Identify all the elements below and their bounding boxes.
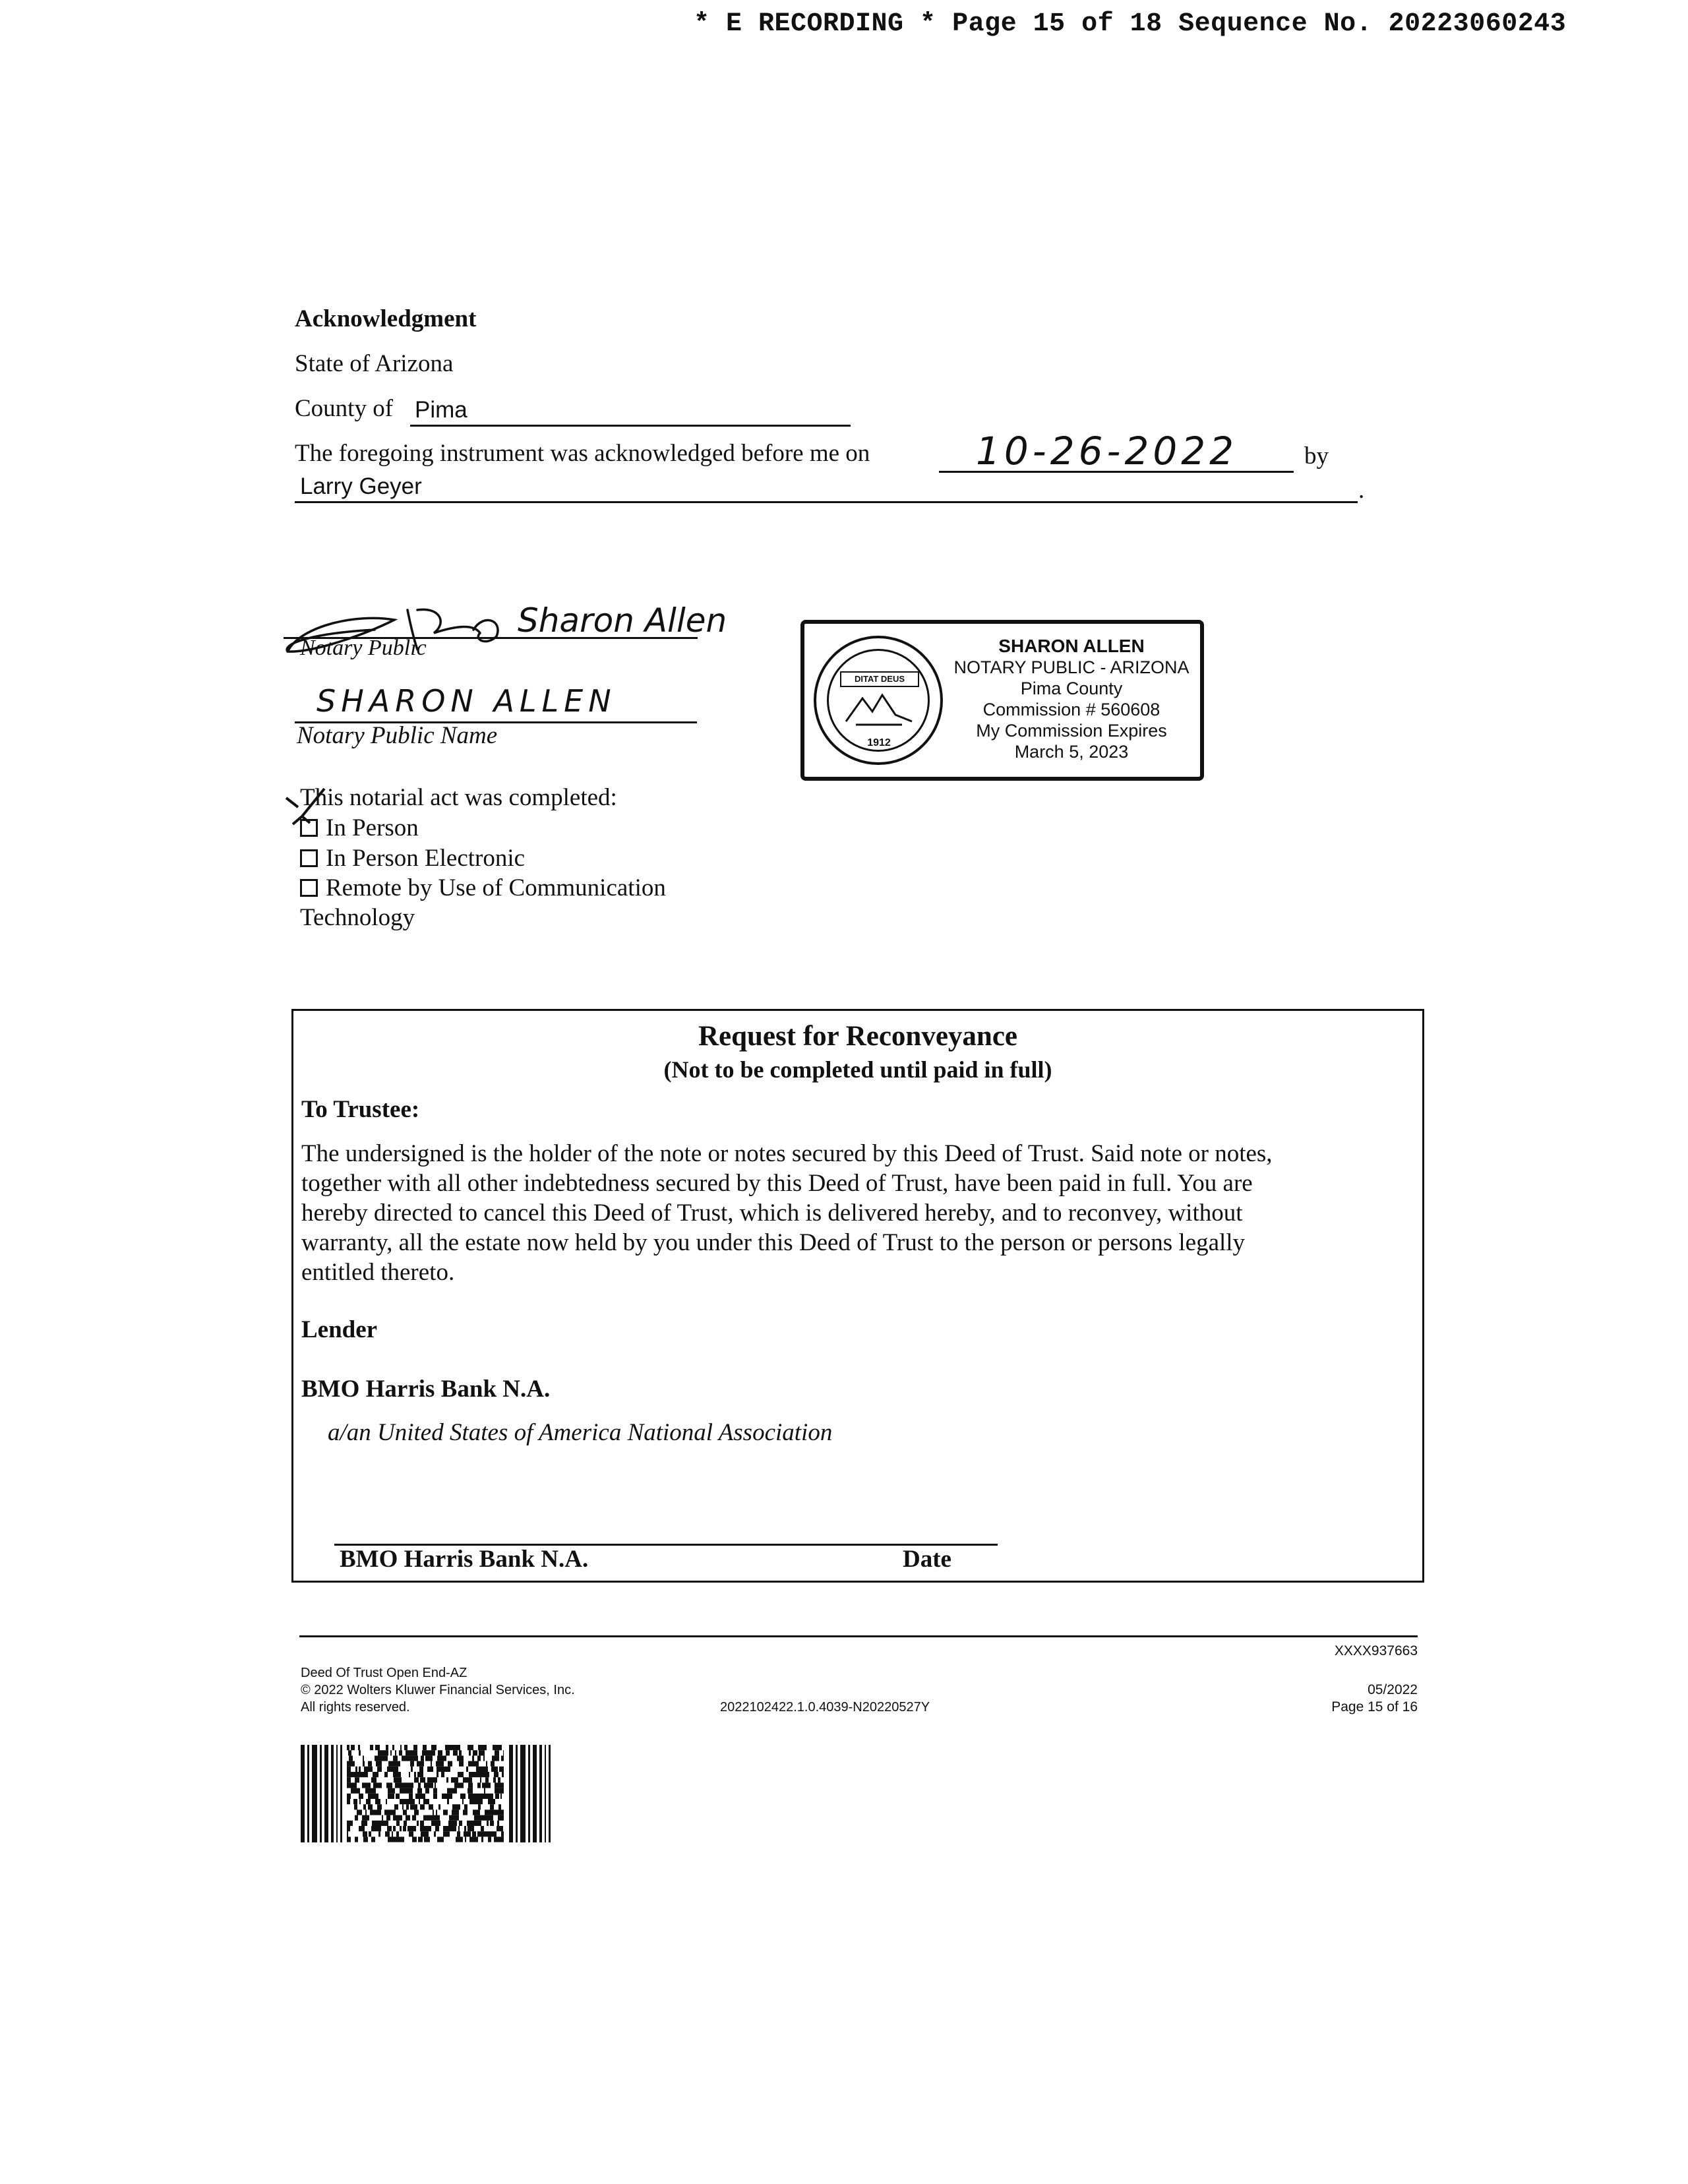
reconveyance-body [301, 1139, 1273, 1287]
notary-name-handwritten: SHARON ALLEN [316, 683, 617, 719]
arizona-seal [814, 636, 943, 765]
county-underline [410, 425, 851, 427]
checkbox-remote[interactable] [300, 879, 318, 897]
loan-id: XXXX937663 [1334, 1643, 1418, 1658]
recording-header: * E RECORDING * Page 15 of 18 Sequence No. 20223060243 [694, 9, 1567, 39]
reconveyance-body-line: entitled thereto. [301, 1259, 455, 1286]
notary-name-label: Notary Public Name [297, 722, 498, 749]
date-underline [939, 471, 1294, 473]
rights: All rights reserved. [301, 1700, 410, 1714]
document-code: 2022102422.1.0.4039-N20220527Y [720, 1700, 930, 1714]
lender-description: a/an United States of America National Association [328, 1419, 833, 1446]
reconveyance-body-line: together with all other indebtedness secured by this Deed of Trust, have been paid in full. You are [301, 1170, 1253, 1197]
stamp-notary-name: SHARON ALLEN [998, 636, 1145, 656]
option-remote-continued: Technology [300, 904, 415, 931]
option-in-person-label: In Person [326, 814, 419, 841]
stamp-county: Pima County [1020, 679, 1123, 698]
page-info-block [1292, 1682, 1418, 1716]
option-in-person[interactable] [300, 814, 419, 842]
notary-public-label: Notary Public [300, 636, 427, 660]
seal-year: 1912 [867, 737, 891, 748]
reconveyance-body-line: The undersigned is the holder of the note or notes secured by this Deed of Trust. Said note or notes, [301, 1140, 1273, 1167]
checkbox-in-person[interactable] [300, 819, 318, 837]
lender-label: Lender [301, 1316, 378, 1343]
notary-stamp [800, 620, 1204, 781]
reconveyance-subtitle: (Not to be completed until paid in full) [663, 1056, 1052, 1083]
foregoing-text: The foregoing instrument was acknowledged before me on [295, 440, 870, 467]
signer-period: . [1358, 477, 1365, 504]
state-line: State of Arizona [295, 350, 454, 377]
reconveyance-box [291, 1009, 1424, 1583]
notarial-act-intro: This notarial act was completed: [300, 784, 617, 811]
option-in-person-electronic[interactable] [300, 844, 525, 872]
signer-name: Larry Geyer [300, 473, 422, 499]
county-label: County of [295, 395, 394, 422]
reconveyance-title: Request for Reconveyance [698, 1021, 1018, 1052]
footer-rule [299, 1635, 1418, 1637]
copyright: © 2022 Wolters Kluwer Financial Services, Inc. [301, 1683, 575, 1697]
stamp-title: NOTARY PUBLIC - ARIZONA [953, 657, 1190, 677]
county-value: Pima [415, 397, 467, 423]
lender-name: BMO Harris Bank N.A. [301, 1376, 551, 1403]
stamp-text-block [943, 636, 1200, 762]
form-date: 05/2022 [1368, 1682, 1418, 1697]
acknowledgment-heading: Acknowledgment [295, 305, 477, 332]
form-name: Deed Of Trust Open End-AZ [301, 1666, 467, 1680]
reconveyance-body-line: hereby directed to cancel this Deed of Trust, which is delivered hereby, and to reconvey, without [301, 1199, 1243, 1227]
stamp-expires-label: My Commission Expires [976, 721, 1167, 741]
checkbox-in-person-electronic[interactable] [300, 849, 318, 867]
option-remote-label: Remote by Use of Communication [326, 874, 666, 901]
option-in-person-electronic-label: In Person Electronic [326, 845, 526, 872]
by-label: by [1304, 442, 1329, 470]
page-info: Page 15 of 16 [1331, 1699, 1418, 1714]
date-label: Date [903, 1546, 951, 1573]
reconveyance-body-line: warranty, all the estate now held by you under this Deed of Trust to the person or persons legally [301, 1229, 1246, 1256]
stamp-expires-date: March 5, 2023 [1014, 742, 1129, 762]
form-info [301, 1664, 575, 1716]
to-trustee-label: To Trustee: [301, 1096, 420, 1123]
pdf417-barcode [301, 1745, 551, 1842]
notary-signature: Sharon Allen [518, 601, 727, 640]
acknowledgment-date: 10-26-2022 [976, 429, 1238, 473]
option-remote[interactable] [300, 874, 666, 902]
stamp-commission: Commission # 560608 [982, 700, 1160, 719]
seal-landscape [843, 688, 915, 728]
seal-motto: DITAT DEUS [840, 671, 919, 687]
lender-signature-label: BMO Harris Bank N.A. [340, 1546, 589, 1573]
signer-underline [295, 501, 1358, 503]
